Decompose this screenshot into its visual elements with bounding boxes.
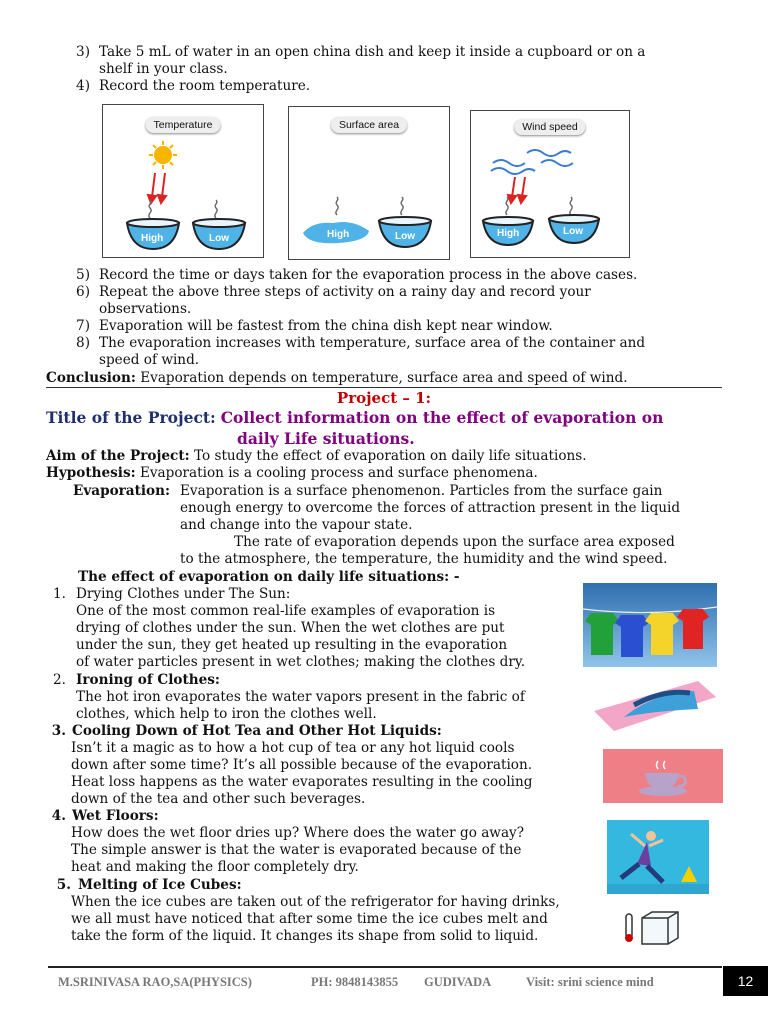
slipping-person-icon (607, 820, 709, 894)
panel-label: Surface area (331, 117, 407, 133)
low-label: Low (395, 231, 415, 242)
panel-label: Wind speed (514, 119, 585, 135)
step-number: 4) (76, 78, 90, 94)
divider (46, 387, 722, 388)
high-label: High (327, 229, 350, 240)
low-label: Low (209, 233, 229, 244)
footer-divider (48, 966, 722, 968)
wind-speed-illustration (471, 111, 629, 257)
hypothesis: Hypothesis: Evaporation is a cooling process and surface phenomena. (46, 465, 538, 481)
ice-cube-icon (622, 908, 682, 948)
temperature-illustration (103, 105, 263, 257)
clothes-drying-image (583, 583, 717, 667)
project-title: Title of the Project: Collect information on the effect of evaporation on (46, 408, 664, 427)
aim: Aim of the Project: To study the effect of evaporation on daily life situations. (46, 448, 587, 464)
page-number: 12 (723, 966, 768, 996)
item-title: Melting of Ice Cubes: (78, 877, 242, 893)
effect-heading: The effect of evaporation on daily life situations: - (78, 569, 460, 585)
high-label: High (141, 233, 164, 244)
high-label: High (497, 228, 520, 239)
item-title: Wet Floors: (72, 808, 159, 824)
item-title: Drying Clothes under The Sun: (76, 586, 291, 602)
low-label: Low (563, 226, 583, 237)
panel-label: Temperature (146, 117, 221, 133)
wind-icon (491, 150, 573, 174)
footer-place: GUDIVADA (424, 975, 492, 989)
footer-phone: PH: 9848143855 (311, 975, 399, 989)
tea-cup-icon (603, 749, 723, 803)
step-number: 3) (76, 44, 90, 60)
conclusion: Conclusion: Evaporation depends on temperature, surface area and speed of wind. (46, 370, 628, 386)
footer-author: M.SRINIVASA RAO,SA(PHYSICS) (58, 975, 252, 989)
surface-area-illustration (289, 107, 449, 259)
project-title-line2: daily Life situations. (237, 429, 415, 448)
wind-speed-figure (470, 110, 630, 258)
temperature-figure (102, 104, 264, 258)
surface-area-figure (288, 106, 450, 260)
item-title: Cooling Down of Hot Tea and Other Hot Liquids: (72, 723, 442, 739)
project-heading: Project – 1: (336, 389, 432, 407)
footer-visit: Visit: srini science mind (526, 975, 654, 989)
iron-icon (594, 675, 720, 733)
item-title: Ironing of Clothes: (76, 672, 220, 688)
sun-icon (149, 141, 177, 169)
